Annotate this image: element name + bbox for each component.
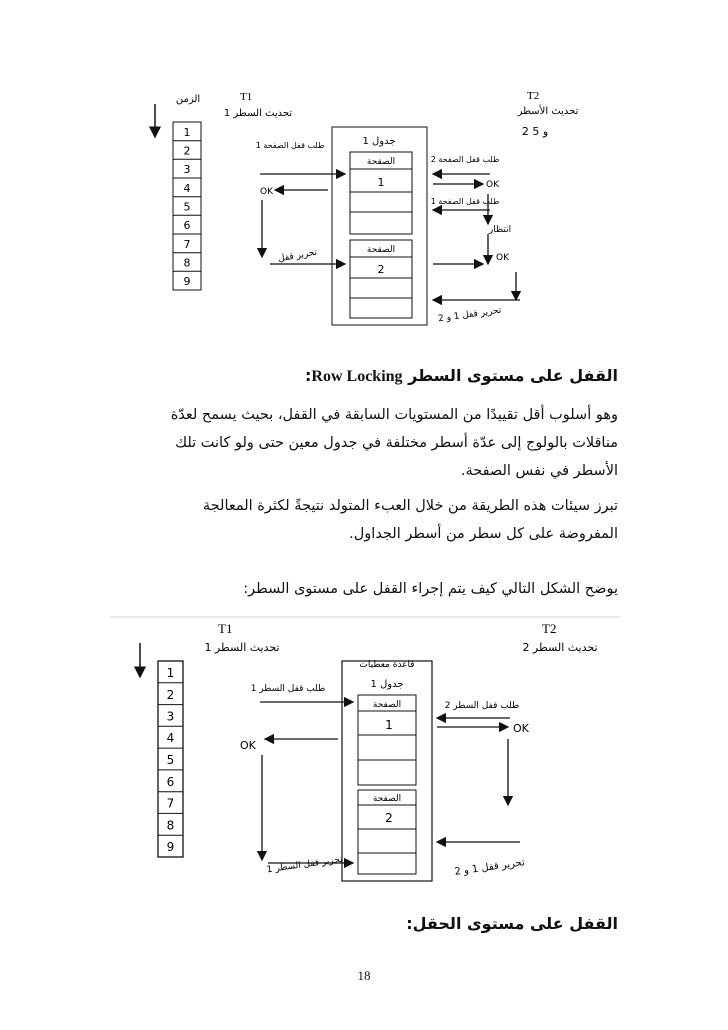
time-step: 3 [166,709,175,724]
time-steps-column [158,661,183,857]
page-label: الصفحة [366,245,396,255]
time-step: 1 [183,126,191,139]
t2-unlock-label: تحرير قفل 1 و 2 [437,305,502,325]
t2-subtitle: تحديث السطر 2 [522,641,598,654]
t2-lock-request-2-label: طلب قفل الصفحة 2 [430,155,500,164]
row-number: 1 [385,718,393,732]
time-step: 3 [183,163,191,176]
page-label: الصفحة [366,157,396,167]
time-step: 8 [166,818,175,833]
page-1-block [358,695,416,785]
row-number: 2 [377,263,385,276]
row-number: 2 [385,811,393,825]
t1-title: T1 [218,621,233,636]
figure-page-locking-diagram [140,82,590,332]
time-step: 1 [166,666,175,680]
t2-subtitle-line1: تحديث الأسطر [517,106,579,117]
figure-row-locking-diagram [110,615,620,905]
database-label: قاعدة معطيات [359,660,415,670]
table-label: جدول 1 [362,136,396,147]
t1-title: T1 [240,91,253,103]
paragraph-row-locking-drawbacks [108,492,618,548]
t2-subtitle-line2: 2 و 5 [521,125,549,138]
t2-wait-label: انتظار [488,225,512,235]
paragraph-line: المفروضة على كل سطر من أسطر الجداول. [349,526,618,542]
time-step: 5 [183,200,191,214]
t1-unlock-label: تحرير قفل السطر 1 [266,854,344,876]
time-step: 6 [183,219,191,232]
time-axis-label: الزمن [175,94,201,105]
time-step: 9 [166,840,175,854]
t1-lock-request-label: طلب قفل السطر 1 [250,684,326,694]
paragraph-line: تبرز سيئات هذه الطريقة من خلال العبء المتولد نتيجةً لكثرة المعالجة [202,498,618,514]
page-2-block [350,240,412,318]
page-label: الصفحة [372,794,402,804]
paragraph-line: مناقلات بالولوج إلى عدّة أسطر مختلفة في جدول معين حتى ولو كانت تلك [175,435,618,451]
time-step: 8 [183,256,191,270]
table-label: جدول 1 [370,679,404,690]
t1-ok-label: OK [260,187,273,197]
time-steps-column [173,122,201,290]
t1-subtitle: تحديث السطر 1 [223,108,293,119]
page-1-block [350,152,412,234]
t1-lock-request-label: طلب قفل الصفحة 1 [255,141,325,150]
t1-ok-label: OK [240,739,256,752]
paragraph-line: وهو أسلوب أقل تقييدًا من المستويات السابقة في القفل، بحيث يسمح لعدّة [170,407,618,423]
row-number: 1 [377,176,385,189]
time-step: 4 [166,731,175,745]
page-number: 18 [357,968,371,983]
t2-ok-label: OK [513,722,529,735]
heading-colon: : [305,366,312,385]
t2-title: T2 [542,621,557,636]
time-step: 5 [166,753,175,767]
t2-late-ok-label: OK [496,253,509,263]
t2-lock-request-1-label: طلب قفل الصفحة 1 [430,197,500,206]
time-step: 2 [183,144,191,158]
figure-intro-text: يوضح الشكل التالي كيف يتم إجراء القفل على مستوى السطر: [243,581,618,597]
page-label: الصفحة [372,700,402,710]
paragraph-line: الأسطر في نفس الصفحة. [460,463,618,479]
heading-arabic: القفل على مستوى السطر [408,366,618,385]
t1-subtitle: تحديث السطر 1 [204,641,280,654]
page-2-block [358,790,416,874]
time-step: 7 [183,238,191,251]
t1-unlock-label: تحرير قفل [277,247,318,265]
t2-ok-label: OK [486,180,499,190]
heading-english: Row Locking [311,368,403,385]
t2-lock-request-label: طلب قفل السطر 2 [444,701,520,711]
t2-unlock-label: تحرير قفل 1 و 2 [453,857,526,878]
database-container [342,661,432,881]
time-step: 4 [183,182,191,195]
time-step: 6 [166,775,175,789]
t2-title: T2 [527,90,540,102]
section-heading-row-locking [110,366,618,386]
time-step: 2 [166,688,175,702]
paragraph-row-locking-description [108,401,618,485]
time-step: 7 [166,796,175,811]
section-heading-field-locking: القفل على مستوى الحقل: [406,914,618,933]
time-step: 9 [183,275,191,288]
